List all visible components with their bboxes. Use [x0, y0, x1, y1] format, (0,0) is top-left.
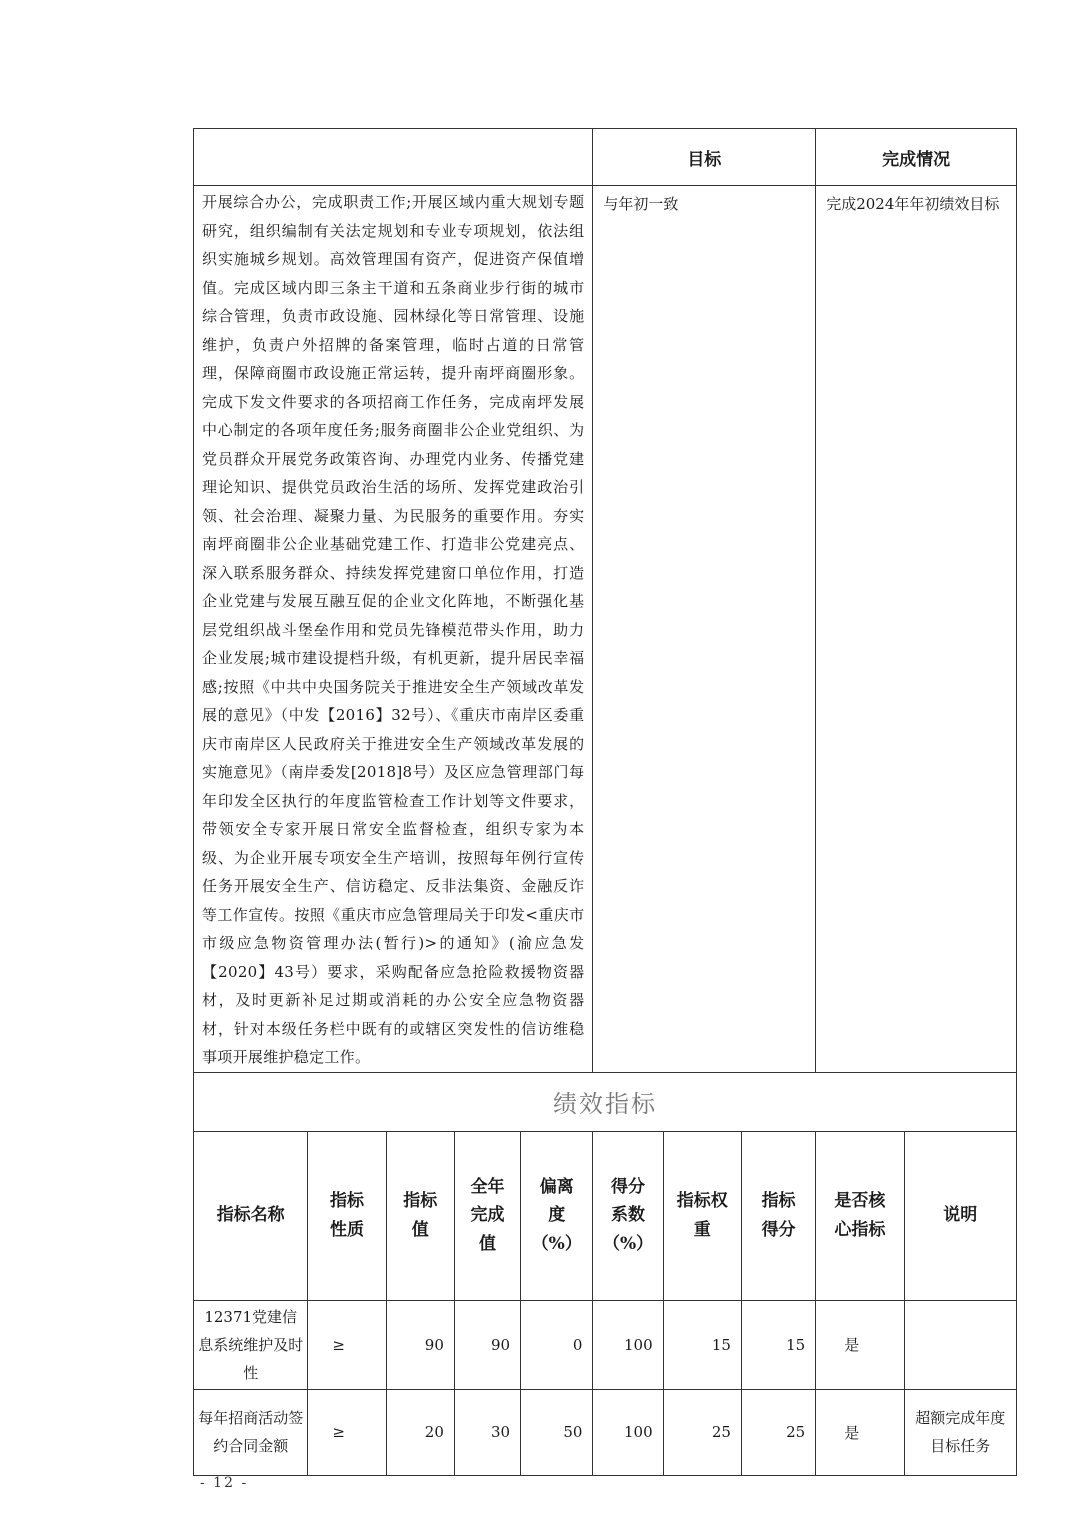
indicator-core: 是 [816, 1300, 904, 1389]
indicator-header-line: 指标名称 [216, 1205, 285, 1226]
status-header: 完成情况 [816, 129, 1017, 186]
indicator-header-0 [194, 1131, 308, 1300]
indicator-header-7 [741, 1131, 815, 1300]
indicator-header-8 [816, 1131, 904, 1300]
indicator-header-line: （%） [602, 1233, 654, 1254]
indicator-header-line: 得分 [611, 1176, 646, 1197]
indicator-name: 每年招商活动签约合同金额 [194, 1389, 308, 1475]
indicator-header-2 [386, 1131, 454, 1300]
indicator-coef: 100 [593, 1389, 663, 1475]
indicator-header-line: 值 [479, 1233, 496, 1254]
indicator-header-line: 心指标 [834, 1219, 886, 1240]
description-cell: 开展综合办公，完成职责工作;开展区域内重大规划专题研究，组织编制有关法定规划和专业专项规划，依法组织实施城乡规划。高效管理国有资产，促进资产保值增值。完成区域内即三条主干道和五条商业步行街的城市综合管理，负责市政设施、园林绿化等日常管理、设施维护，负责户外招牌的备案管理，临时占道的日常管理，保障商圈市政设施正常运转，提升南坪商圈形象。完成下发文件要求的各项招商工作任务，完成南坪发展中心制定的各项年度任务;服务商圈非公企业党组织、为党员群众开展党务政策咨询、办理党内业务、传播党建理论知识、提供党员政治生活的场所、发挥党建政治引领、社会治理、凝聚力量、为民服务的重要作用。夯实南坪商圈非公企业基础党建工作、打造非公党建亮点、深入联系服务群众、持续发挥党建窗口单位作用，打造企业党建与发展互融互促的企业文化阵地，不断强化基层党组织战斗堡垒作用和党员先锋模范带头作用，助力企业发展;城市建设提档升级，有机更新，提升居民幸福感;按照《中共中央国务院关于推进安全生产领域改革发展的意见》（中发【2016】32号）、《重庆市南岸区委重庆市南岸区人民政府关于推进安全生产领域改革发展的实施意见》（南岸委发[2018]8号）及区应急管理部门每年印发全区执行的年度监管检查工作计划等文件要求，带领安全专家开展日常安全监督检查，组织专家为本级、为企业开展专项安全生产培训，按照每年例行宣传任务开展安全生产、信访稳定、反非法集资、金融反诈等工作宣传。按照《重庆市应急管理局关于印发<重庆市市级应急物资管理办法(暂行)>的通知》(渝应急发【2020】43号）要求，采购配备应急抢险救援物资器材，及时更新补足过期或消耗的办公安全应急物资器材，针对本级任务栏中既有的或辖区突发性的信访维稳事项开展维护稳定工作。 [194, 186, 593, 1073]
indicator-score: 25 [741, 1389, 815, 1475]
indicator-score: 15 [741, 1300, 815, 1389]
indicator-header-4 [521, 1131, 593, 1300]
performance-table [193, 128, 1017, 1476]
table-row [194, 1300, 1017, 1389]
target-cell: 与年初一致 [593, 186, 816, 1073]
indicator-header-line: 指标 [761, 1191, 796, 1211]
indicator-actual: 30 [454, 1389, 520, 1475]
indicator-header-3 [454, 1131, 520, 1300]
indicator-header-line: 完成 [470, 1205, 505, 1226]
indicator-body [194, 1300, 1017, 1475]
page-number: - 12 - [200, 1475, 249, 1491]
indicator-header-line: 指标 [330, 1191, 365, 1211]
indicator-deviation: 0 [521, 1300, 593, 1389]
section-row [194, 1072, 1017, 1131]
indicator-header-row [194, 1131, 1017, 1300]
indicator-header-line: 值 [411, 1219, 429, 1240]
header-blank-cell [194, 129, 593, 186]
indicator-note: 超额完成年度目标任务 [904, 1389, 1017, 1475]
indicator-name: 12371党建信息系统维护及时性 [194, 1300, 308, 1389]
indicator-value: 90 [386, 1300, 454, 1389]
indicator-note [904, 1300, 1017, 1389]
status-cell: 完成2024年年初绩效目标 [816, 186, 1017, 1073]
indicator-header-5 [593, 1131, 663, 1300]
indicator-header-line: 是否核 [834, 1191, 886, 1211]
indicator-header-line: 重 [693, 1219, 711, 1240]
table-row [194, 1389, 1017, 1475]
indicator-header-line: 说明 [943, 1205, 978, 1226]
indicator-header-line: 指标 [403, 1191, 438, 1211]
indicator-header-line: 性质 [330, 1219, 365, 1240]
indicator-header-line: 得分 [761, 1219, 796, 1240]
indicator-actual: 90 [454, 1300, 520, 1389]
indicator-header-line: （%） [531, 1233, 582, 1254]
indicator-core: 是 [816, 1389, 904, 1475]
indicator-weight: 25 [663, 1389, 741, 1475]
indicator-header-line: 偏离 [539, 1176, 574, 1197]
section-title: 绩效指标 [194, 1072, 1017, 1131]
indicator-header-1 [308, 1131, 386, 1300]
indicator-coef: 100 [593, 1300, 663, 1389]
header-row [194, 129, 1017, 186]
indicator-header-line: 指标权 [676, 1191, 728, 1211]
indicator-nature: ≥ [308, 1389, 386, 1475]
indicator-header-line: 全年 [470, 1176, 505, 1197]
indicator-header-line: 度 [548, 1205, 566, 1226]
content-row [194, 186, 1017, 1073]
indicator-nature: ≥ [308, 1300, 386, 1389]
indicator-header-line: 系数 [611, 1205, 646, 1226]
target-header: 目标 [593, 129, 816, 186]
indicator-header-9 [904, 1131, 1017, 1300]
indicator-value: 20 [386, 1389, 454, 1475]
indicator-deviation: 50 [521, 1389, 593, 1475]
indicator-weight: 15 [663, 1300, 741, 1389]
indicator-header-6 [663, 1131, 741, 1300]
